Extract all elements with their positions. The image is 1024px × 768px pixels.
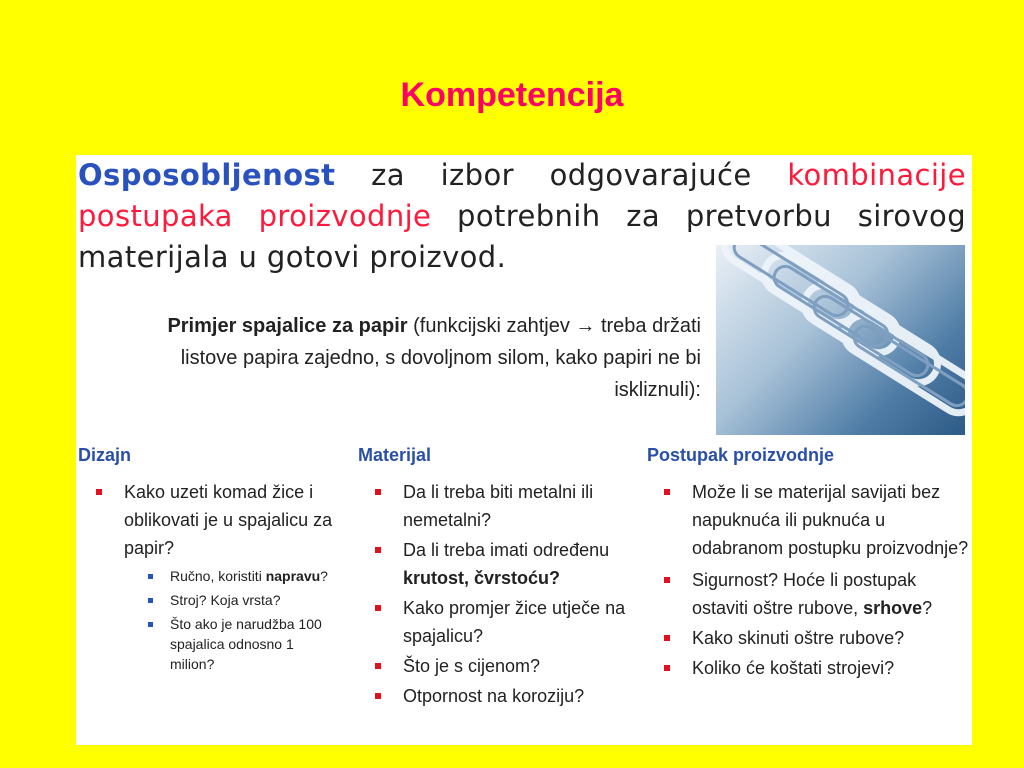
bullet-icon xyxy=(375,663,381,669)
example-rest: (funkcijski zahtjev → treba držati listove papira zajedno, s dovoljnom silom, kako papiri ne bi iskliznuli): xyxy=(180,315,701,401)
bullet-icon xyxy=(148,574,153,579)
slide-title: Kompetencija xyxy=(400,76,624,114)
bullet-icon xyxy=(664,489,670,495)
list-item: Što je s cijenom? xyxy=(403,652,638,680)
list-item: Otpornost na koroziju? xyxy=(403,682,638,710)
column-dizajn xyxy=(78,445,338,674)
bullet-icon xyxy=(96,489,102,495)
list-item xyxy=(124,478,338,674)
bullet-icon xyxy=(148,598,153,603)
intro-highlight-competence: Osposobljenost xyxy=(78,158,336,192)
intro-highlight-combination: kombinacije postupaka proizvodnje xyxy=(78,158,966,233)
bullet-icon xyxy=(664,577,670,583)
bullet-icon xyxy=(375,489,381,495)
example-paragraph xyxy=(116,310,701,406)
list-item-text: Kako uzeti komad žice i oblikovati je u spajalicu za papir? xyxy=(124,482,333,558)
column-heading-materijal: Materijal xyxy=(358,445,432,465)
content-panel xyxy=(76,155,972,745)
list-item: Kako promjer žice utječe na spajalicu? xyxy=(403,594,638,650)
bullet-icon xyxy=(664,635,670,641)
sub-list-item: Stroj? Koja vrsta? xyxy=(170,590,338,610)
column-heading-postupak: Postupak proizvodnje xyxy=(647,445,835,465)
bullet-icon xyxy=(148,622,153,627)
intro-text-2: potrebnih za pretvorbu sirovog materijala u gotovi proizvod. xyxy=(78,199,967,274)
list-item: Kako skinuti oštre rubove? xyxy=(692,624,969,652)
list-item: Da li treba imati određenu krutost, čvrstoću? xyxy=(403,536,638,592)
list-item: Koliko će koštati strojevi? xyxy=(692,654,969,682)
bullet-icon xyxy=(664,665,670,671)
intro-text-1: za izbor odgovarajuće xyxy=(335,158,788,192)
bullet-icon xyxy=(375,547,381,553)
bullet-icon xyxy=(375,605,381,611)
paperclip-chain-icon xyxy=(716,245,965,435)
paperclip-chain-image xyxy=(716,245,965,435)
list-item: Da li treba biti metalni ili nemetalni? xyxy=(403,478,638,534)
bullet-icon xyxy=(375,693,381,699)
column-postupak xyxy=(647,445,969,682)
example-lead: Primjer spajalice za papir xyxy=(167,315,408,337)
sub-list-item: Što ako je narudžba 100 spajalica odnosno 1 milion? xyxy=(170,614,338,674)
column-materijal xyxy=(358,445,638,710)
list-item: Sigurnost? Hoće li postupak ostaviti oštre rubove, srhove? xyxy=(692,566,969,622)
sub-list-item: Ručno, koristiti napravu? xyxy=(170,566,338,586)
column-heading-dizajn: Dizajn xyxy=(78,445,132,465)
list-item: Može li se materijal savijati bez napuknuća ili puknuća u odabranom postupku proizvodnje? xyxy=(692,478,969,562)
